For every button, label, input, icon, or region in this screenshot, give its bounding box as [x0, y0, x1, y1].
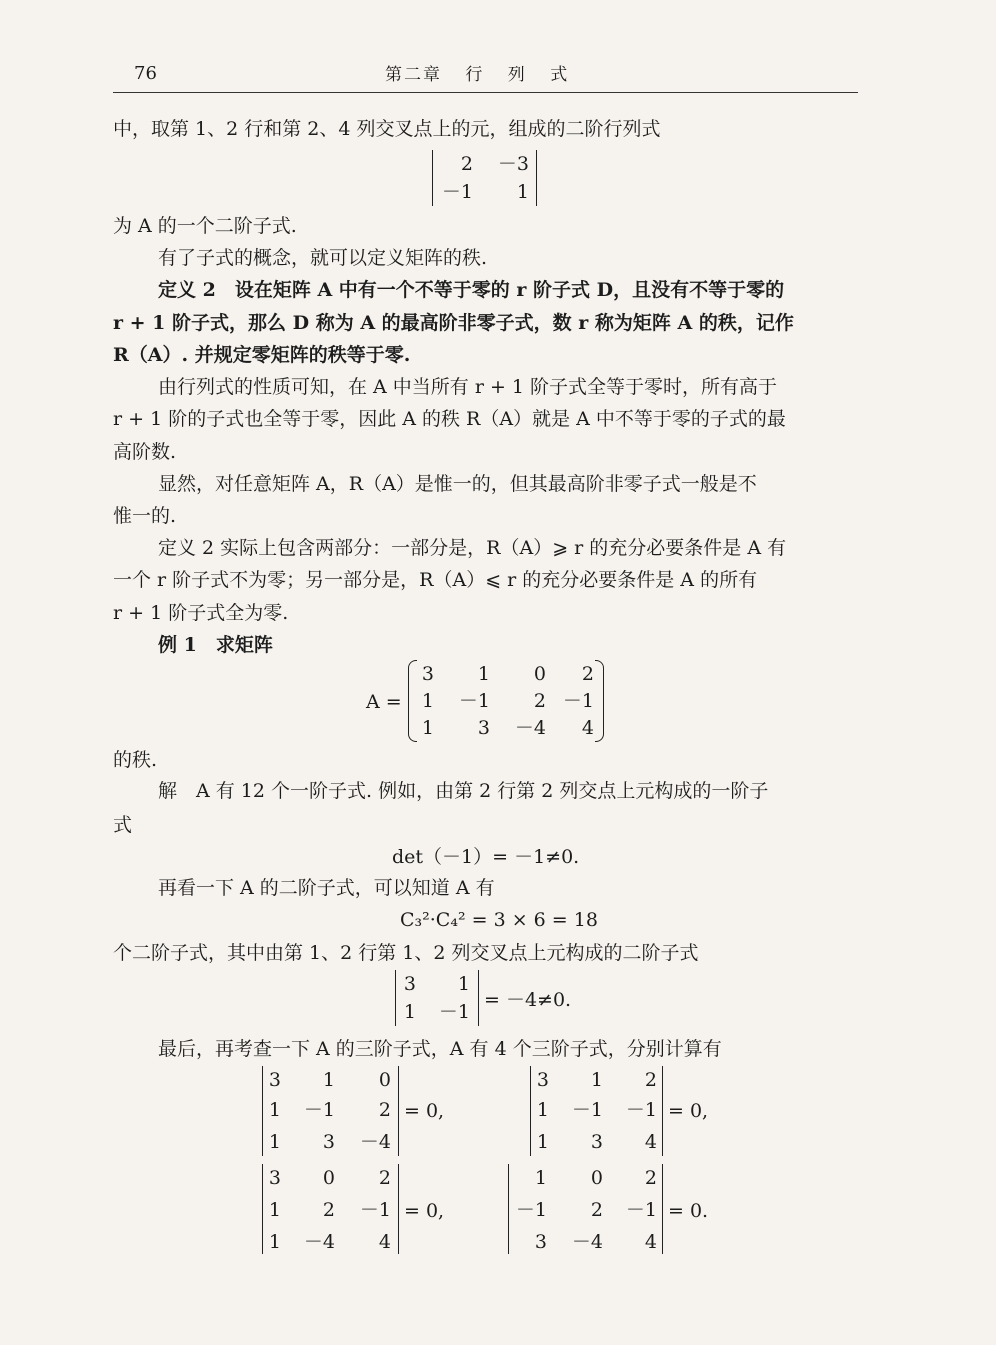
det-cell: －4 [303, 1231, 335, 1253]
header-rule [113, 92, 858, 93]
det-cell: 0 [322, 1167, 335, 1189]
det-cell: 1 [536, 1131, 549, 1153]
page-number: 76 [134, 63, 157, 84]
equation: = 0, [404, 1200, 445, 1222]
det-cell: 0 [378, 1069, 391, 1091]
matrix-cell: 2 [533, 690, 546, 712]
text-line: 一个 r 阶子式不为零；另一部分是，R（A）⩽ r 的充分必要条件是 A 的所有 [113, 569, 758, 591]
equation: C₃²·C₄² = 3 × 6 = 18 [400, 909, 598, 931]
det-cell: 1 [268, 1099, 281, 1121]
det-cell: －1 [571, 1099, 603, 1121]
det-cell: 1 [457, 973, 470, 995]
matrix-cell: 3 [421, 663, 434, 685]
solution: 解 A 有 12 个一阶子式. 例如，由第 2 行第 2 列交点上元构成的一阶子 [158, 780, 769, 802]
det-cell: －4 [359, 1131, 391, 1153]
text-line: 定义 2 实际上包含两部分：一部分是，R（A）⩾ r 的充分必要条件是 A 有 [158, 537, 787, 559]
matrix-cell: －4 [514, 717, 546, 739]
det-cell: 3 [534, 1231, 547, 1253]
matrix-label: A = [366, 691, 402, 713]
det-cell: 3 [268, 1167, 281, 1189]
equation: = 0. [668, 1200, 709, 1222]
det-3x3-d [508, 1164, 663, 1254]
det-cell: －1 [438, 1001, 470, 1023]
text-line: 为 A 的一个二阶子式. [113, 215, 297, 237]
equation: det（－1）= －1≠0. [392, 846, 580, 868]
chapter-title: 第二章 行 列 式 [385, 65, 570, 85]
det-3x3-c [262, 1164, 399, 1254]
det-cell: 4 [644, 1131, 657, 1153]
text-line: 个二阶子式，其中由第 1、2 行第 1、2 列交叉点上元构成的二阶子式 [113, 942, 699, 964]
det-cell: 0 [590, 1167, 603, 1189]
matrix-cell: 1 [421, 690, 434, 712]
det-cell: 1 [516, 181, 529, 203]
det-cell: 2 [460, 153, 473, 175]
det-cell: 3 [590, 1131, 603, 1153]
det-cell: 3 [322, 1131, 335, 1153]
equation: = 0, [668, 1100, 709, 1122]
matrix-cell: －1 [458, 690, 490, 712]
det-cell: －3 [497, 153, 529, 175]
det-cell: 1 [322, 1069, 335, 1091]
text-line: 显然，对任意矩阵 A，R（A）是惟一的，但其最高阶非零子式一般是不 [158, 473, 757, 495]
det-cell: 1 [536, 1099, 549, 1121]
det-3x3-b [530, 1066, 663, 1156]
text-line: 再看一下 A 的二阶子式，可以知道 A 有 [158, 877, 495, 899]
text-line: 的秩. [113, 749, 158, 771]
det-cell: 1 [590, 1069, 603, 1091]
text-line: 惟一的. [113, 505, 177, 527]
det-cell: －4 [571, 1231, 603, 1253]
det-cell: 2 [378, 1167, 391, 1189]
det-minor2 [432, 150, 537, 206]
det-cell: 2 [644, 1069, 657, 1091]
det-cell: 1 [268, 1131, 281, 1153]
definition-2: R（A）. 并规定零矩阵的秩等于零. [113, 344, 411, 366]
example-1: 例 1 求矩阵 [158, 634, 273, 656]
matrix-cell: 3 [477, 717, 490, 739]
equation: = 0, [404, 1100, 445, 1122]
det-cell: －1 [625, 1099, 657, 1121]
det-cell: 2 [644, 1167, 657, 1189]
det-cell: 2 [378, 1099, 391, 1121]
det-cell: 4 [644, 1231, 657, 1253]
definition-2: 定义 2 设在矩阵 A 中有一个不等于零的 r 阶子式 D，且没有不等于零的 [158, 279, 785, 301]
det-cell: 3 [536, 1069, 549, 1091]
det-cell: －1 [625, 1199, 657, 1221]
matrix-cell: 1 [477, 663, 490, 685]
matrix-cell: 0 [533, 663, 546, 685]
det-cell: －1 [303, 1099, 335, 1121]
det-cell: －1 [441, 181, 473, 203]
definition-2: r + 1 阶子式，那么 D 称为 A 的最高阶非零子式，数 r 称为矩阵 A 的秩，记作 [113, 312, 794, 334]
matrix-cell: －1 [562, 690, 594, 712]
det-cell: 3 [268, 1069, 281, 1091]
text-line: 最后，再考查一下 A 的三阶子式，A 有 4 个三阶子式，分别计算有 [158, 1038, 722, 1060]
det-cell: 1 [268, 1231, 281, 1253]
matrix-cell: 2 [581, 663, 594, 685]
text-line: 中，取第 1、2 行和第 2、4 列交叉点上的元，组成的二阶行列式 [113, 118, 661, 140]
text-line: 由行列式的性质可知，在 A 中当所有 r + 1 阶子式全等于零时，所有高于 [158, 376, 778, 398]
text-line: r + 1 阶的子式也全等于零，因此 A 的秩 R（A）就是 A 中不等于零的子式的最 [113, 408, 786, 430]
text-line: 式 [113, 814, 133, 836]
det-cell: 1 [534, 1167, 547, 1189]
matrix-a [408, 660, 604, 742]
det-cell: 1 [403, 1001, 416, 1023]
text-line: 有了子式的概念，就可以定义矩阵的秩. [158, 247, 488, 269]
det-cell: 3 [403, 973, 416, 995]
det-3x3-a [262, 1066, 399, 1156]
matrix-cell: 4 [581, 717, 594, 739]
det-cell: －1 [359, 1199, 391, 1221]
det-cell: －1 [515, 1199, 547, 1221]
det-cell: 1 [268, 1199, 281, 1221]
det-cell: 4 [378, 1231, 391, 1253]
matrix-cell: 1 [421, 717, 434, 739]
det-cell: 2 [590, 1199, 603, 1221]
text-line: r + 1 阶子式全为零. [113, 602, 289, 624]
det-2x2 [395, 970, 479, 1026]
det-cell: 2 [322, 1199, 335, 1221]
text-line: 高阶数. [113, 441, 177, 463]
equation: = －4≠0. [484, 989, 572, 1011]
